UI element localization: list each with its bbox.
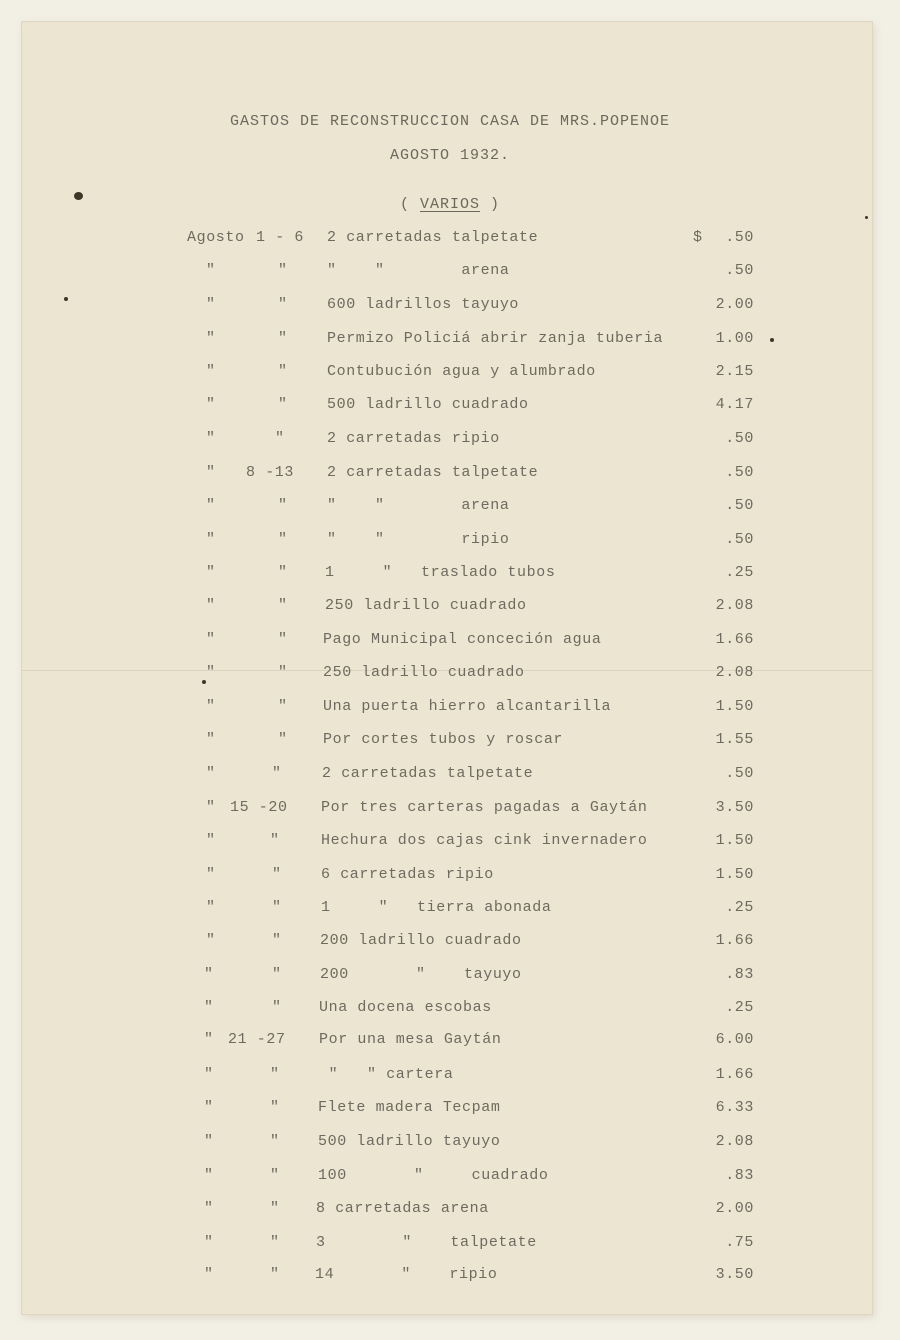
expense-row [0,564,900,584]
section-label: VARIOS [419,196,480,213]
row-desc: 2 carretadas talpetate [327,229,539,246]
expense-row [0,497,900,517]
row-amount: 1.66 [715,631,754,648]
row-day: " [278,731,288,748]
row-day: " [272,966,282,983]
row-month: " [204,1266,214,1283]
row-month: " [206,330,216,347]
row-day: " [270,1266,280,1283]
row-amount: 1.66 [715,932,754,949]
row-day: " [270,1066,280,1083]
section-heading [0,196,900,213]
row-desc: 8 carretadas arena [316,1200,489,1217]
row-amount: 1.00 [715,330,754,347]
row-day: " [270,1167,280,1184]
row-month: " [206,765,216,782]
row-day: " [278,564,288,581]
row-desc: " " cartera [319,1066,454,1083]
row-amount: .83 [725,1167,754,1184]
expense-row [0,832,900,852]
row-desc: 500 ladrillo cuadrado [327,396,529,413]
row-month: " [204,1167,214,1184]
row-amount: .50 [725,430,754,447]
row-desc: 2 carretadas ripio [327,430,500,447]
row-day: 21 -27 [228,1031,286,1048]
row-month: " [206,430,216,447]
expense-row [0,731,900,751]
row-month: " [204,1234,214,1251]
expense-row [0,330,900,350]
row-day: " [278,597,288,614]
row-amount: 2.08 [715,1133,754,1150]
row-day: " [272,866,282,883]
row-day: " [278,262,288,279]
row-desc: Una puerta hierro alcantarilla [323,698,612,715]
row-desc: 500 ladrillo tayuyo [318,1133,501,1150]
row-amount: 1.50 [715,832,754,849]
expense-row [0,1133,900,1153]
row-desc: 600 ladrillos tayuyo [327,296,520,313]
expense-row [0,229,900,249]
section-close-paren: ) [490,196,501,213]
row-desc: 2 carretadas talpetate [322,765,534,782]
row-month: " [204,1200,214,1217]
row-day: " [278,363,288,380]
row-amount: 1.66 [715,1066,754,1083]
row-day: " [278,531,288,548]
row-day: " [270,1234,280,1251]
row-desc: " " ripio [327,531,510,548]
row-amount: .25 [725,999,754,1016]
expense-row [0,664,900,684]
row-amount: 3.50 [715,1266,754,1283]
row-month: " [206,664,216,681]
row-desc: Por tres carteras pagadas a Gaytán [321,799,648,816]
row-desc: Una docena escobas [319,999,492,1016]
row-month: " [206,832,216,849]
row-amount: .25 [725,564,754,581]
row-month: " [206,262,216,279]
row-amount: 2.08 [715,597,754,614]
expense-row [0,1234,900,1254]
row-amount: .50 [725,531,754,548]
row-desc: 100 " cuadrado [318,1167,549,1184]
row-day: 15 -20 [230,799,288,816]
row-amount: 2.08 [715,664,754,681]
row-day: " [270,832,280,849]
row-amount: 6.33 [715,1099,754,1116]
row-month: " [206,531,216,548]
row-day: " [278,296,288,313]
row-day: " [278,664,288,681]
expense-row [0,1066,900,1086]
row-amount: .50 [725,765,754,782]
row-day: " [278,497,288,514]
row-amount: 1.55 [715,731,754,748]
row-amount: .50 [725,497,754,514]
row-day: " [270,1200,280,1217]
row-amount: 6.00 [715,1031,754,1048]
row-month: " [206,564,216,581]
row-amount: .83 [725,966,754,983]
row-desc: 200 ladrillo cuadrado [320,932,522,949]
document-title: GASTOS DE RECONSTRUCCION CASA DE MRS.POPENOE [229,113,671,130]
row-amount: .75 [725,1234,754,1251]
row-month: " [204,999,214,1016]
ink-speck [865,216,868,219]
row-amount: 1.50 [715,698,754,715]
row-month: " [204,1133,214,1150]
row-month: " [206,866,216,883]
expense-row [0,1167,900,1187]
expense-row [0,597,900,617]
row-month: " [206,597,216,614]
row-day: " [272,765,282,782]
row-desc: Pago Municipal conceción agua [323,631,602,648]
row-month: " [206,631,216,648]
row-month: " [204,966,214,983]
row-amount: 2.00 [715,1200,754,1217]
row-desc: " " arena [327,497,510,514]
row-month: " [206,799,216,816]
row-month: Agosto [187,229,245,246]
expense-row [0,396,900,416]
row-desc: 250 ladrillo cuadrado [325,597,527,614]
expense-row [0,966,900,986]
expense-row [0,531,900,551]
expense-row [0,999,900,1019]
row-day: " [278,698,288,715]
row-desc: 1 " traslado tubos [325,564,556,581]
row-amount: .50 [725,229,754,246]
row-desc: Flete madera Tecpam [318,1099,501,1116]
row-month: " [206,899,216,916]
row-desc: 6 carretadas ripio [321,866,494,883]
expense-row [0,1200,900,1220]
row-desc: Por cortes tubos y roscar [323,731,564,748]
row-month: " [204,1066,214,1083]
row-month: " [206,363,216,380]
currency-symbol: $ [693,229,703,246]
expense-row [0,866,900,886]
row-desc: 2 carretadas talpetate [327,464,539,481]
row-month: " [204,1031,214,1048]
row-desc: " " arena [327,262,510,279]
row-month: " [206,296,216,313]
expense-row [0,932,900,952]
row-day: " [278,396,288,413]
section-open-paren: ( [399,196,410,213]
row-day: " [278,631,288,648]
row-day: 1 - 6 [256,229,305,246]
row-month: " [206,698,216,715]
expense-row [0,262,900,282]
expense-row [0,296,900,316]
row-desc: 200 " tayuyo [320,966,522,983]
row-amount: 2.00 [715,296,754,313]
row-month: " [206,464,216,481]
row-day: " [278,330,288,347]
row-desc: 250 ladrillo cuadrado [323,664,525,681]
row-amount: 3.50 [715,799,754,816]
row-month: " [204,1099,214,1116]
expense-row [0,765,900,785]
row-amount: 2.15 [715,363,754,380]
expense-row [0,1099,900,1119]
row-desc: Por una mesa Gaytán [319,1031,502,1048]
expense-row [0,1266,900,1286]
row-desc: Contubución agua y alumbrado [327,363,596,380]
row-amount: .25 [725,899,754,916]
row-amount: .50 [725,464,754,481]
expense-row [0,430,900,450]
row-day: " [272,999,282,1016]
expense-row [0,799,900,819]
row-desc: 14 " ripio [315,1266,498,1283]
expense-row [0,631,900,651]
row-desc: 1 " tierra abonada [321,899,552,916]
row-desc: 3 " talpetate [316,1234,537,1251]
document-date: AGOSTO 1932. [389,147,511,164]
row-month: " [206,932,216,949]
row-amount: 1.50 [715,866,754,883]
row-day: " [272,932,282,949]
expense-row [0,899,900,919]
row-amount: .50 [725,262,754,279]
row-day: " [272,899,282,916]
expense-row [0,698,900,718]
row-month: " [206,396,216,413]
row-day: " [270,1133,280,1150]
row-month: " [206,731,216,748]
expense-row [0,464,900,484]
expense-row [0,1031,900,1051]
row-day: 8 -13 [246,464,295,481]
expense-row [0,363,900,383]
row-desc: Hechura dos cajas cink invernadero [321,832,648,849]
row-day: " [275,430,285,447]
row-desc: Permizo Policiá abrir zanja tuberia [327,330,664,347]
row-month: " [206,497,216,514]
row-day: " [270,1099,280,1116]
row-amount: 4.17 [715,396,754,413]
